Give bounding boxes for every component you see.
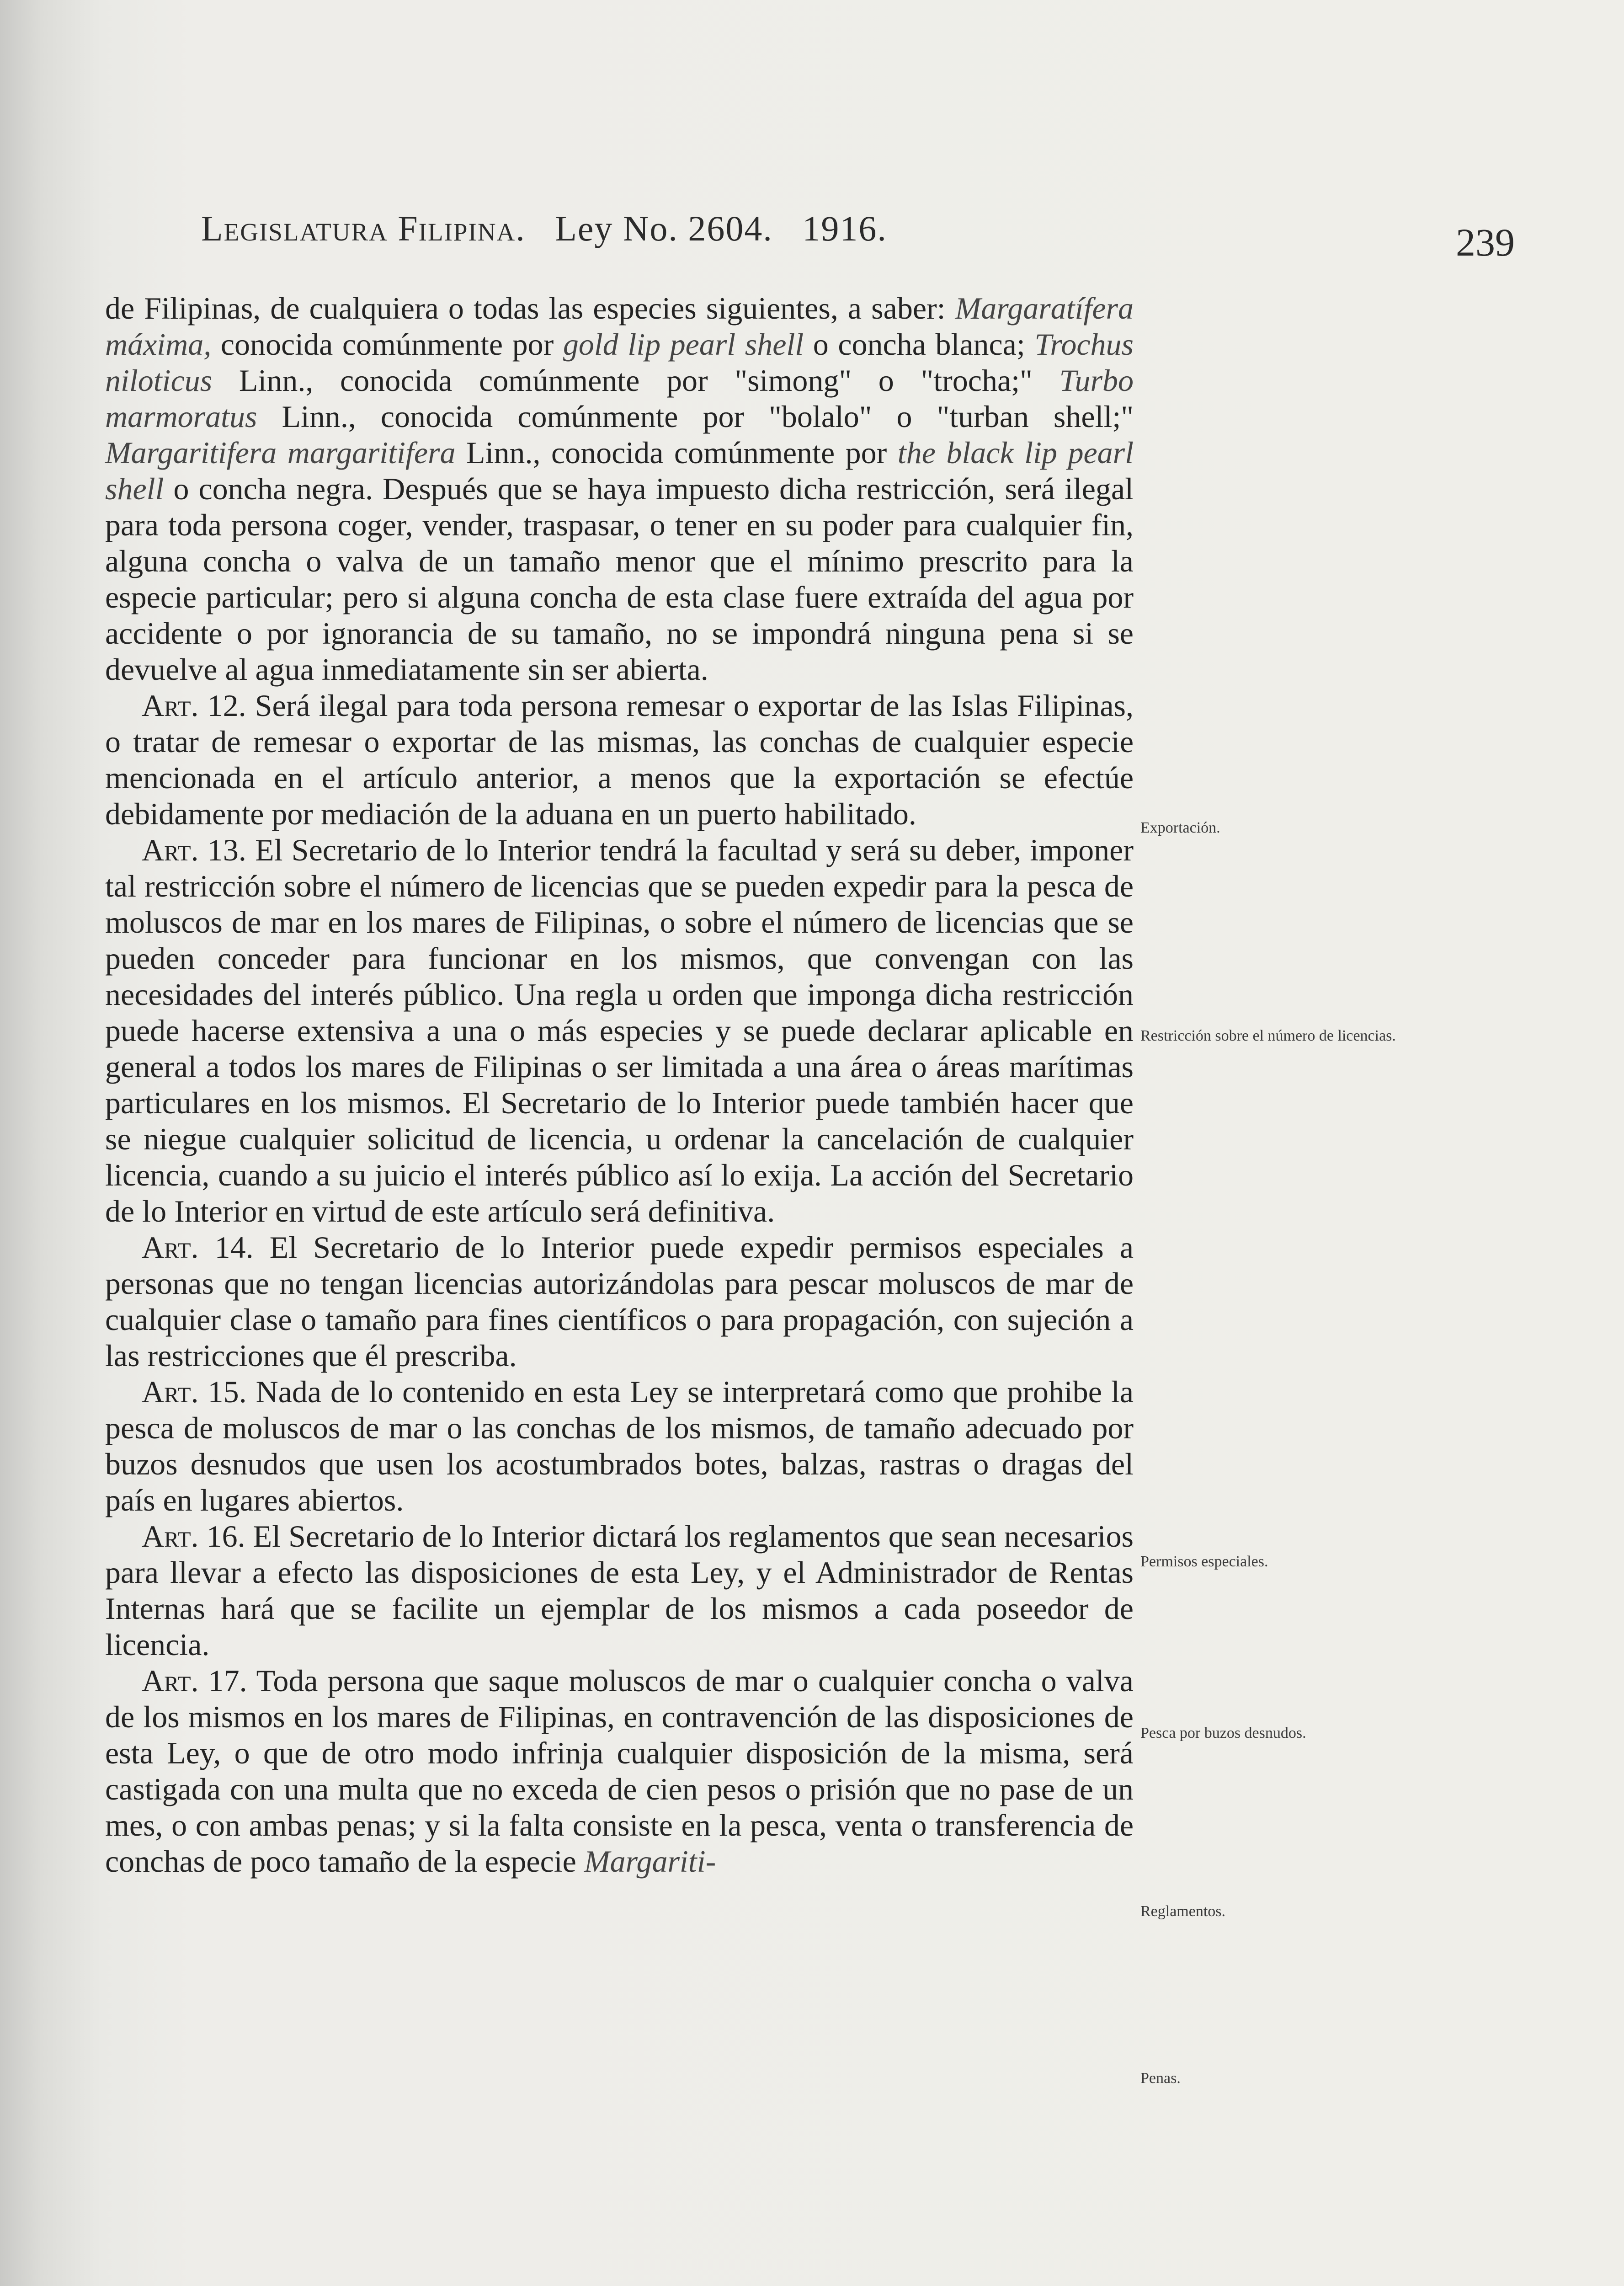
margin-note-penas: Penas. [1140, 2070, 1181, 2087]
species-name: Margariti- [584, 1844, 716, 1879]
page-number: 239 [1456, 220, 1515, 264]
species-name: gold lip pearl shell [563, 327, 804, 362]
species-name: the black lip pearl shell [105, 435, 1134, 506]
running-header [201, 208, 1527, 249]
text-run: Linn., conocida comúnmente por "bolalo" o "turban shell;" [257, 399, 1134, 434]
running-title: Legislatura Filipina. [201, 208, 526, 248]
article-label: Art. 13. [142, 833, 246, 867]
article-16 [105, 1518, 1134, 1663]
species-name: Trochus niloticus [105, 327, 1134, 398]
article-13 [105, 832, 1134, 1229]
text-run: conocida comúnmente por [211, 327, 563, 362]
article-label: Art. 14. [142, 1230, 254, 1265]
article-15 [105, 1374, 1134, 1518]
law-year: 1916. [802, 208, 887, 248]
margin-note-exportacion: Exportación. [1140, 819, 1220, 836]
text-run: o concha blanca; [804, 327, 1035, 362]
article-text: El Secretario de lo Interior tendrá la facultad y será su deber, imponer tal restricción sobre el número de licencias que se pueden expedir para la pesca de moluscos de mar en los mares de Filipinas, o sobre el número de licencias que se pueden conceder para funcionar en los mismos, que convengan con las necesidades del interés público. Una regla u orden que imponga dicha restricción puede hacerse extensiva a una o más especies y se puede declarar aplicable en general a todos los mares de Filipinas o ser limitada a una área o áreas marítimas particulares en los mismos. El Secretario de lo Interior puede también hacer que se niegue cualquier solicitud de licencia, u ordenar la cancelación de cualquier licencia, cuando a su juicio el interés público así lo exija. La acción del Secretario de lo Interior en virtud de este artículo será definitiva. [105, 833, 1134, 1228]
species-name: Margaratífera máxima, [105, 291, 1134, 362]
article-text: Toda persona que saque moluscos de mar o cualquier concha o valva de los mismos en los mares de Filipinas, en contravención de las disposiciones de esta Ley, o que de otro modo infrinja cualquier disposición de la misma, será castigada con una multa que no exceda de cien pesos o prisión que no pase de un mes, o con ambas penas; y si la falta consiste en la pesca, venta o transferencia de conchas de poco tamaño de la especie [105, 1663, 1134, 1879]
article-label: Art. 15. [142, 1374, 247, 1409]
article-text: Será ilegal para toda persona remesar o exportar de las Islas Filipinas, o tratar de remesar o exportar de las mismas, las conchas de cualquier especie mencionada en el artículo anterior, a menos que la exportación se efectúe debidamente por mediación de la aduana en un puerto habilitado. [105, 688, 1134, 831]
article-label: Art. 12. [142, 688, 246, 723]
margin-note-permisos: Permisos especiales. [1140, 1553, 1268, 1570]
article-text: Nada de lo contenido en esta Ley se interpretará como que prohibe la pesca de moluscos de mar o las conchas de los mismos, de tamaño adecuado por buzos desnudos que usen los acostumbrados botes, balzas, rastras o dragas del país en lugares abiertos. [105, 1374, 1134, 1517]
text-run: de Filipinas, de cualquiera o todas las especies siguientes, a saber: [105, 291, 955, 326]
article-text: El Secretario de lo Interior puede expedir permisos especiales a personas que no tengan licencias autorizándolas para pescar moluscos de mar de cualquier clase o tamaño para fines científicos o para propagación, con sujeción a las restricciones que él prescriba. [105, 1230, 1134, 1373]
law-number: Ley No. 2604. [555, 208, 773, 248]
article-text: El Secretario de lo Interior dictará los reglamentos que sean necesarios para llevar a efecto las disposiciones de esta Ley, y el Administrador de Rentas Internas hará que se facilite un ejemplar de los mismos a cada poseedor de licencia. [105, 1519, 1134, 1662]
margin-note-reglamentos: Reglamentos. [1140, 1903, 1226, 1920]
article-label: Art. 16. [142, 1519, 245, 1554]
margin-note-restriccion: Restricción sobre el número de licencias. [1140, 1027, 1396, 1044]
article-14 [105, 1229, 1134, 1374]
article-17 [105, 1663, 1134, 1880]
species-name: Margaritifera margaritifera [105, 435, 456, 470]
text-run: Linn., conocida comúnmente por "simong" o "trocha;" [212, 363, 1060, 398]
article-label: Art. 17. [142, 1663, 247, 1698]
article-12 [105, 688, 1134, 832]
margin-note-pesca: Pesca por buzos desnudos. [1140, 1725, 1306, 1741]
species-name: Turbo marmoratus [105, 363, 1134, 434]
text-run: Linn., conocida comúnmente por [455, 435, 898, 470]
paragraph-continuation [105, 290, 1134, 688]
law-text [105, 290, 1134, 1880]
text-run: o concha negra. Después que se haya impuesto dicha restricción, será ilegal para toda persona coger, vender, traspasar, o tener en su poder para cualquier fin, alguna concha o valva de un tamaño menor que el mínimo prescrito para la especie particular; pero si alguna concha de esta clase fuere extraída del agua por accidente o por ignorancia de su tamaño, no se impondrá ninguna pena si se devuelve al agua inmediatamente sin ser abierta. [105, 471, 1134, 687]
